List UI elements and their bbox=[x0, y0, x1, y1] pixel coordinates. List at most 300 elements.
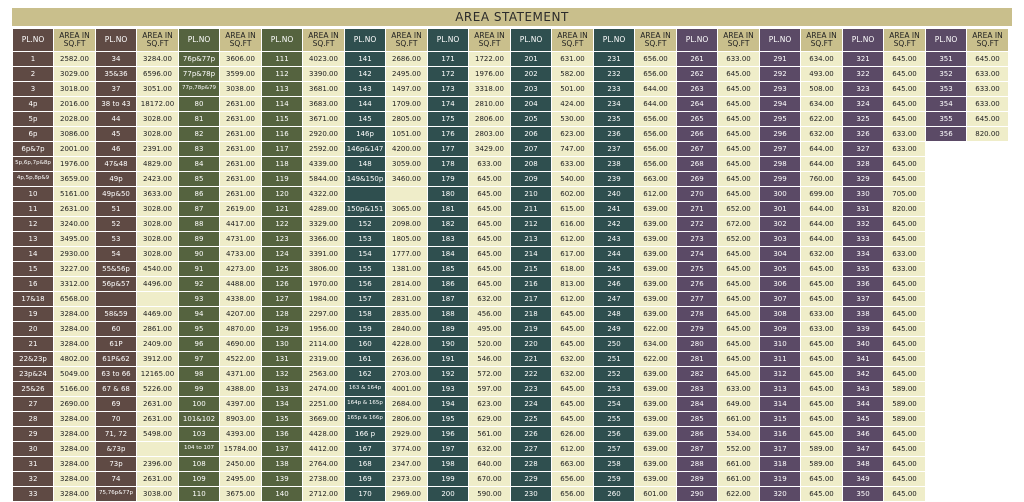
area-value-cell: 645.00 bbox=[801, 292, 843, 307]
column-header-plot: PL.NO bbox=[428, 29, 469, 52]
plot-number-cell: 213 bbox=[511, 232, 552, 247]
area-value-cell: 639.00 bbox=[635, 427, 677, 442]
area-value-cell: 4496.00 bbox=[137, 277, 179, 292]
empty-cell bbox=[967, 412, 1009, 427]
plot-number-cell: 288 bbox=[677, 457, 718, 472]
plot-number-cell: 85 bbox=[179, 172, 220, 187]
plot-number-cell: 210 bbox=[511, 187, 552, 202]
plot-number-cell: 54 bbox=[96, 247, 137, 262]
area-value-cell: 645.00 bbox=[718, 262, 760, 277]
area-value-cell: 661.00 bbox=[718, 472, 760, 487]
table-row bbox=[13, 142, 1009, 157]
plot-number-cell: 16 bbox=[13, 277, 54, 292]
area-value-cell: 631.00 bbox=[552, 52, 594, 67]
table-row bbox=[13, 337, 1009, 352]
column-header-plot: PL.NO bbox=[594, 29, 635, 52]
area-value-cell: 645.00 bbox=[884, 277, 926, 292]
plot-number-cell: 352 bbox=[926, 67, 967, 82]
column-header-plot: PL.NO bbox=[179, 29, 220, 52]
area-value-cell: 597.00 bbox=[469, 382, 511, 397]
plot-number-cell: 17&18 bbox=[13, 292, 54, 307]
column-header-area: AREA IN SQ.FT bbox=[635, 29, 677, 52]
plot-number-cell: 13 bbox=[13, 232, 54, 247]
area-value-cell: 2738.00 bbox=[303, 472, 345, 487]
area-value-cell: 2582.00 bbox=[54, 52, 96, 67]
plot-number-cell: 332 bbox=[843, 217, 884, 232]
plot-number-cell: 5p,6p,7p&8p bbox=[13, 157, 54, 172]
area-value-cell: 2631.00 bbox=[137, 472, 179, 487]
plot-number-cell: 277 bbox=[677, 292, 718, 307]
area-value-cell: 639.00 bbox=[635, 412, 677, 427]
area-value-cell: 15784.00 bbox=[220, 442, 262, 457]
plot-number-cell: 58&59 bbox=[96, 307, 137, 322]
table-row bbox=[13, 307, 1009, 322]
plot-number-cell: 35&36 bbox=[96, 67, 137, 82]
area-value-cell: 645.00 bbox=[801, 397, 843, 412]
plot-number-cell: 205 bbox=[511, 112, 552, 127]
plot-number-cell bbox=[96, 292, 137, 307]
area-value-cell: 639.00 bbox=[635, 367, 677, 382]
empty-cell bbox=[967, 307, 1009, 322]
empty-cell bbox=[967, 142, 1009, 157]
plot-number-cell: 131 bbox=[262, 352, 303, 367]
empty-cell bbox=[926, 367, 967, 382]
plot-number-cell: 260 bbox=[594, 487, 635, 502]
empty-cell bbox=[967, 187, 1009, 202]
empty-cell bbox=[926, 142, 967, 157]
plot-number-cell: 337 bbox=[843, 292, 884, 307]
plot-number-cell: 306 bbox=[760, 277, 801, 292]
plot-number-cell: 321 bbox=[843, 52, 884, 67]
plot-number-cell: 29 bbox=[13, 427, 54, 442]
plot-number-cell: 204 bbox=[511, 97, 552, 112]
area-value-cell: 3028.00 bbox=[137, 112, 179, 127]
plot-number-cell: 176 bbox=[428, 127, 469, 142]
plot-number-cell: 162 bbox=[345, 367, 386, 382]
plot-number-cell: 214 bbox=[511, 247, 552, 262]
area-value-cell: 2764.00 bbox=[303, 457, 345, 472]
area-value-cell: 3028.00 bbox=[137, 202, 179, 217]
plot-number-cell: 163 & 164p bbox=[345, 382, 386, 397]
plot-number-cell: 345 bbox=[843, 412, 884, 427]
plot-number-cell: 264 bbox=[677, 97, 718, 112]
area-value-cell: 615.00 bbox=[552, 202, 594, 217]
area-value-cell: 456.00 bbox=[469, 307, 511, 322]
table-row bbox=[13, 427, 1009, 442]
plot-number-cell: 353 bbox=[926, 82, 967, 97]
area-value-cell: 3284.00 bbox=[54, 307, 96, 322]
plot-number-cell: 245 bbox=[594, 262, 635, 277]
empty-cell bbox=[967, 337, 1009, 352]
area-value-cell: 645.00 bbox=[801, 487, 843, 502]
plot-number-cell: 246 bbox=[594, 277, 635, 292]
area-value-cell: 633.00 bbox=[801, 307, 843, 322]
empty-cell bbox=[926, 187, 967, 202]
area-value-cell: 2703.00 bbox=[386, 367, 428, 382]
area-value-cell: 645.00 bbox=[469, 232, 511, 247]
area-value-cell: 633.00 bbox=[967, 97, 1009, 112]
area-value-cell: 645.00 bbox=[801, 352, 843, 367]
area-value-cell: 633.00 bbox=[884, 262, 926, 277]
area-value-cell: 3912.00 bbox=[137, 352, 179, 367]
area-value-cell: 3366.00 bbox=[303, 232, 345, 247]
area-value-cell: 645.00 bbox=[469, 172, 511, 187]
area-value-cell: 3240.00 bbox=[54, 217, 96, 232]
plot-number-cell: 22&23p bbox=[13, 352, 54, 367]
area-value-cell: 656.00 bbox=[635, 127, 677, 142]
plot-number-cell: 89 bbox=[179, 232, 220, 247]
area-value-cell: 4731.00 bbox=[220, 232, 262, 247]
plot-number-cell: 252 bbox=[594, 367, 635, 382]
area-value-cell: 5161.00 bbox=[54, 187, 96, 202]
area-value-cell: 4289.00 bbox=[303, 202, 345, 217]
area-value-cell: 2251.00 bbox=[303, 397, 345, 412]
area-statement-sheet bbox=[12, 8, 1012, 498]
area-value-cell: 4200.00 bbox=[386, 142, 428, 157]
table-row bbox=[13, 352, 1009, 367]
area-value-cell: 644.00 bbox=[635, 82, 677, 97]
plot-number-cell: 224 bbox=[511, 397, 552, 412]
empty-cell bbox=[926, 322, 967, 337]
plot-number-cell: 134 bbox=[262, 397, 303, 412]
area-value-cell: 670.00 bbox=[469, 472, 511, 487]
area-value-cell: 645.00 bbox=[718, 292, 760, 307]
area-value-cell: 1976.00 bbox=[469, 67, 511, 82]
area-value-cell: 4023.00 bbox=[303, 52, 345, 67]
area-value-cell: 6568.00 bbox=[54, 292, 96, 307]
area-value-cell: 1976.00 bbox=[54, 157, 96, 172]
plot-number-cell: 240 bbox=[594, 187, 635, 202]
plot-number-cell: 32 bbox=[13, 472, 54, 487]
plot-number-cell: 140 bbox=[262, 487, 303, 502]
area-value-cell: 645.00 bbox=[884, 52, 926, 67]
area-value-cell: 4802.00 bbox=[54, 352, 96, 367]
plot-number-cell: 303 bbox=[760, 232, 801, 247]
area-value-cell: 2563.00 bbox=[303, 367, 345, 382]
area-value-cell: 1051.00 bbox=[386, 127, 428, 142]
plot-number-cell: 97 bbox=[179, 352, 220, 367]
empty-cell bbox=[926, 247, 967, 262]
empty-cell bbox=[967, 232, 1009, 247]
area-value-cell: 622.00 bbox=[718, 487, 760, 502]
area-value-cell: 645.00 bbox=[801, 382, 843, 397]
plot-number-cell: 172 bbox=[428, 67, 469, 82]
plot-number-cell: 254 bbox=[594, 397, 635, 412]
plot-number-cell: 139 bbox=[262, 472, 303, 487]
plot-number-cell: 269 bbox=[677, 172, 718, 187]
table-row bbox=[13, 247, 1009, 262]
plot-number-cell: 1 bbox=[13, 52, 54, 67]
area-value-cell: 2028.00 bbox=[54, 112, 96, 127]
plot-number-cell: 90 bbox=[179, 247, 220, 262]
area-value-cell: 4397.00 bbox=[220, 397, 262, 412]
plot-number-cell: 283 bbox=[677, 382, 718, 397]
plot-number-cell: 12 bbox=[13, 217, 54, 232]
area-value-cell: 633.00 bbox=[967, 82, 1009, 97]
area-value-cell: 590.00 bbox=[469, 487, 511, 502]
area-value-cell: 645.00 bbox=[552, 397, 594, 412]
plot-number-cell: 4p,5p,8p&9 bbox=[13, 172, 54, 187]
plot-number-cell: 212 bbox=[511, 217, 552, 232]
plot-number-cell: 173 bbox=[428, 82, 469, 97]
plot-number-cell: 157 bbox=[345, 292, 386, 307]
area-value-cell: 1970.00 bbox=[303, 277, 345, 292]
plot-number-cell: 294 bbox=[760, 97, 801, 112]
area-value-cell: 3059.00 bbox=[386, 157, 428, 172]
plot-number-cell: 219 bbox=[511, 322, 552, 337]
area-value-cell: 645.00 bbox=[801, 412, 843, 427]
empty-cell bbox=[926, 202, 967, 217]
area-value-cell: 4001.00 bbox=[386, 382, 428, 397]
plot-number-cell: 135 bbox=[262, 412, 303, 427]
plot-number-cell: 34 bbox=[96, 52, 137, 67]
plot-number-cell: 241 bbox=[594, 202, 635, 217]
area-value-cell: 3284.00 bbox=[54, 457, 96, 472]
plot-number-cell: 146p&147 bbox=[345, 142, 386, 157]
plot-number-cell: 44 bbox=[96, 112, 137, 127]
area-value-cell: 589.00 bbox=[801, 442, 843, 457]
area-table bbox=[12, 28, 1009, 502]
area-value-cell: 645.00 bbox=[552, 322, 594, 337]
plot-number-cell: 258 bbox=[594, 457, 635, 472]
plot-number-cell: 331 bbox=[843, 202, 884, 217]
plot-number-cell: 76p&77p bbox=[179, 52, 220, 67]
plot-number-cell: 87 bbox=[179, 202, 220, 217]
plot-number-cell: 92 bbox=[179, 277, 220, 292]
area-value-cell: 645.00 bbox=[884, 292, 926, 307]
plot-number-cell: 304 bbox=[760, 247, 801, 262]
plot-number-cell: 113 bbox=[262, 82, 303, 97]
plot-number-cell: 67 & 68 bbox=[96, 382, 137, 397]
area-value-cell: 645.00 bbox=[718, 82, 760, 97]
plot-number-cell: 338 bbox=[843, 307, 884, 322]
plot-number-cell: 236 bbox=[594, 127, 635, 142]
plot-number-cell: 201 bbox=[511, 52, 552, 67]
area-value-cell: 3284.00 bbox=[54, 337, 96, 352]
area-value-cell: 672.00 bbox=[718, 217, 760, 232]
plot-number-cell: 127 bbox=[262, 292, 303, 307]
plot-number-cell: 322 bbox=[843, 67, 884, 82]
area-value-cell: 645.00 bbox=[718, 187, 760, 202]
area-value-cell: 633.00 bbox=[967, 67, 1009, 82]
area-value-cell: 639.00 bbox=[635, 397, 677, 412]
area-value-cell: 546.00 bbox=[469, 352, 511, 367]
area-value-cell: 645.00 bbox=[967, 112, 1009, 127]
area-value-cell: 3390.00 bbox=[303, 67, 345, 82]
area-value-cell: 1381.00 bbox=[386, 262, 428, 277]
plot-number-cell: 346 bbox=[843, 427, 884, 442]
area-value-cell: 645.00 bbox=[469, 247, 511, 262]
empty-cell bbox=[967, 397, 1009, 412]
area-value-cell: 4870.00 bbox=[220, 322, 262, 337]
plot-number-cell: 311 bbox=[760, 352, 801, 367]
area-value-cell: 3028.00 bbox=[137, 247, 179, 262]
area-value-cell: 561.00 bbox=[469, 427, 511, 442]
empty-cell bbox=[926, 262, 967, 277]
plot-number-cell: 108 bbox=[179, 457, 220, 472]
plot-number-cell: 207 bbox=[511, 142, 552, 157]
plot-number-cell: 153 bbox=[345, 232, 386, 247]
area-value-cell: 820.00 bbox=[967, 127, 1009, 142]
table-row bbox=[13, 202, 1009, 217]
area-value-cell: 3329.00 bbox=[303, 217, 345, 232]
plot-number-cell: 175 bbox=[428, 112, 469, 127]
area-value-cell: 645.00 bbox=[884, 157, 926, 172]
area-value-cell: 4733.00 bbox=[220, 247, 262, 262]
plot-number-cell: 234 bbox=[594, 97, 635, 112]
area-value-cell: 2631.00 bbox=[220, 97, 262, 112]
plot-number-cell: 30 bbox=[13, 442, 54, 457]
plot-number-cell: 192 bbox=[428, 367, 469, 382]
area-value-cell: 645.00 bbox=[718, 277, 760, 292]
area-value-cell: 602.00 bbox=[552, 187, 594, 202]
plot-number-cell: 335 bbox=[843, 262, 884, 277]
plot-number-cell: 103 bbox=[179, 427, 220, 442]
table-row bbox=[13, 187, 1009, 202]
area-value-cell: 4228.00 bbox=[386, 337, 428, 352]
area-value-cell: 645.00 bbox=[801, 262, 843, 277]
area-value-cell: 2450.00 bbox=[220, 457, 262, 472]
plot-number-cell: 183 bbox=[428, 232, 469, 247]
plot-number-cell: 233 bbox=[594, 82, 635, 97]
area-value-cell: 652.00 bbox=[718, 202, 760, 217]
plot-number-cell: 148 bbox=[345, 157, 386, 172]
plot-number-cell: 302 bbox=[760, 217, 801, 232]
area-value-cell: 644.00 bbox=[801, 142, 843, 157]
plot-number-cell: 109 bbox=[179, 472, 220, 487]
area-value-cell: 645.00 bbox=[718, 337, 760, 352]
area-value-cell: 639.00 bbox=[635, 307, 677, 322]
empty-cell bbox=[926, 232, 967, 247]
area-value-cell: 656.00 bbox=[635, 112, 677, 127]
plot-number-cell: 356 bbox=[926, 127, 967, 142]
plot-number-cell: 227 bbox=[511, 442, 552, 457]
empty-cell bbox=[967, 262, 1009, 277]
empty-cell bbox=[926, 352, 967, 367]
plot-number-cell: 197 bbox=[428, 442, 469, 457]
plot-number-cell: 310 bbox=[760, 337, 801, 352]
area-value-cell: 639.00 bbox=[635, 277, 677, 292]
area-value-cell: 634.00 bbox=[801, 52, 843, 67]
plot-number-cell: 344 bbox=[843, 397, 884, 412]
plot-number-cell: 38 to 43 bbox=[96, 97, 137, 112]
area-value-cell: 3284.00 bbox=[54, 412, 96, 427]
plot-number-cell: 198 bbox=[428, 457, 469, 472]
area-value-cell bbox=[137, 442, 179, 457]
plot-number-cell: 169 bbox=[345, 472, 386, 487]
area-value-cell: 2495.00 bbox=[386, 67, 428, 82]
plot-number-cell: 3 bbox=[13, 82, 54, 97]
plot-number-cell: 299 bbox=[760, 172, 801, 187]
area-value-cell: 633.00 bbox=[718, 382, 760, 397]
plot-number-cell: 53 bbox=[96, 232, 137, 247]
area-value-cell: 645.00 bbox=[469, 187, 511, 202]
plot-number-cell: 216 bbox=[511, 277, 552, 292]
table-row bbox=[13, 277, 1009, 292]
area-value-cell: 645.00 bbox=[884, 97, 926, 112]
plot-number-cell: 150p&151 bbox=[345, 202, 386, 217]
plot-number-cell: 144 bbox=[345, 97, 386, 112]
plot-number-cell: 349 bbox=[843, 472, 884, 487]
area-value-cell: 645.00 bbox=[801, 472, 843, 487]
plot-number-cell: 184 bbox=[428, 247, 469, 262]
plot-number-cell: 279 bbox=[677, 322, 718, 337]
area-value-cell: 2297.00 bbox=[303, 307, 345, 322]
area-value-cell: 612.00 bbox=[552, 442, 594, 457]
plot-number-cell: 255 bbox=[594, 412, 635, 427]
area-value-cell: 622.00 bbox=[635, 352, 677, 367]
area-value-cell: 649.00 bbox=[718, 397, 760, 412]
plot-number-cell: 88 bbox=[179, 217, 220, 232]
area-value-cell: 1984.00 bbox=[303, 292, 345, 307]
area-value-cell: 601.00 bbox=[635, 487, 677, 502]
area-value-cell: 4417.00 bbox=[220, 217, 262, 232]
area-value-cell: 2806.00 bbox=[469, 112, 511, 127]
plot-number-cell: 25&26 bbox=[13, 382, 54, 397]
empty-cell bbox=[926, 397, 967, 412]
column-header-area: AREA IN SQ.FT bbox=[386, 29, 428, 52]
plot-number-cell: 56p&57 bbox=[96, 277, 137, 292]
plot-number-cell: 319 bbox=[760, 472, 801, 487]
plot-number-cell: 136 bbox=[262, 427, 303, 442]
area-value-cell: 639.00 bbox=[635, 202, 677, 217]
table-row bbox=[13, 472, 1009, 487]
plot-number-cell: 308 bbox=[760, 307, 801, 322]
area-value-cell: 639.00 bbox=[635, 442, 677, 457]
plot-number-cell: 110 bbox=[179, 487, 220, 502]
plot-number-cell: 167 bbox=[345, 442, 386, 457]
area-value-cell: 3284.00 bbox=[54, 487, 96, 502]
plot-number-cell: 4p bbox=[13, 97, 54, 112]
plot-number-cell: 187 bbox=[428, 292, 469, 307]
plot-number-cell: 290 bbox=[677, 487, 718, 502]
empty-cell bbox=[967, 367, 1009, 382]
plot-number-cell: 271 bbox=[677, 202, 718, 217]
plot-number-cell: 124 bbox=[262, 247, 303, 262]
area-value-cell: 663.00 bbox=[552, 457, 594, 472]
plot-number-cell: 164p & 165p bbox=[345, 397, 386, 412]
plot-number-cell: 82 bbox=[179, 127, 220, 142]
empty-cell bbox=[926, 442, 967, 457]
empty-cell bbox=[926, 217, 967, 232]
area-value-cell: 3606.00 bbox=[220, 52, 262, 67]
plot-number-cell: 70 bbox=[96, 412, 137, 427]
plot-number-cell: 189 bbox=[428, 322, 469, 337]
plot-number-cell: 166 p bbox=[345, 427, 386, 442]
area-value-cell: 645.00 bbox=[801, 337, 843, 352]
plot-number-cell: 248 bbox=[594, 307, 635, 322]
plot-number-cell: 354 bbox=[926, 97, 967, 112]
plot-number-cell: 142 bbox=[345, 67, 386, 82]
empty-cell bbox=[967, 427, 1009, 442]
plot-number-cell: 69 bbox=[96, 397, 137, 412]
area-value-cell: 2814.00 bbox=[386, 277, 428, 292]
area-value-cell: 3051.00 bbox=[137, 82, 179, 97]
area-value-cell: 663.00 bbox=[635, 172, 677, 187]
plot-number-cell: 27 bbox=[13, 397, 54, 412]
area-value-cell: 2592.00 bbox=[303, 142, 345, 157]
area-value-cell: 644.00 bbox=[801, 232, 843, 247]
area-value-cell: 4829.00 bbox=[137, 157, 179, 172]
area-value-cell: 4540.00 bbox=[137, 262, 179, 277]
plot-number-cell: 180 bbox=[428, 187, 469, 202]
plot-number-cell: 99 bbox=[179, 382, 220, 397]
area-value-cell: 622.00 bbox=[635, 322, 677, 337]
table-row bbox=[13, 172, 1009, 187]
area-value-cell: 589.00 bbox=[801, 457, 843, 472]
empty-cell bbox=[926, 307, 967, 322]
area-value-cell: 645.00 bbox=[718, 367, 760, 382]
